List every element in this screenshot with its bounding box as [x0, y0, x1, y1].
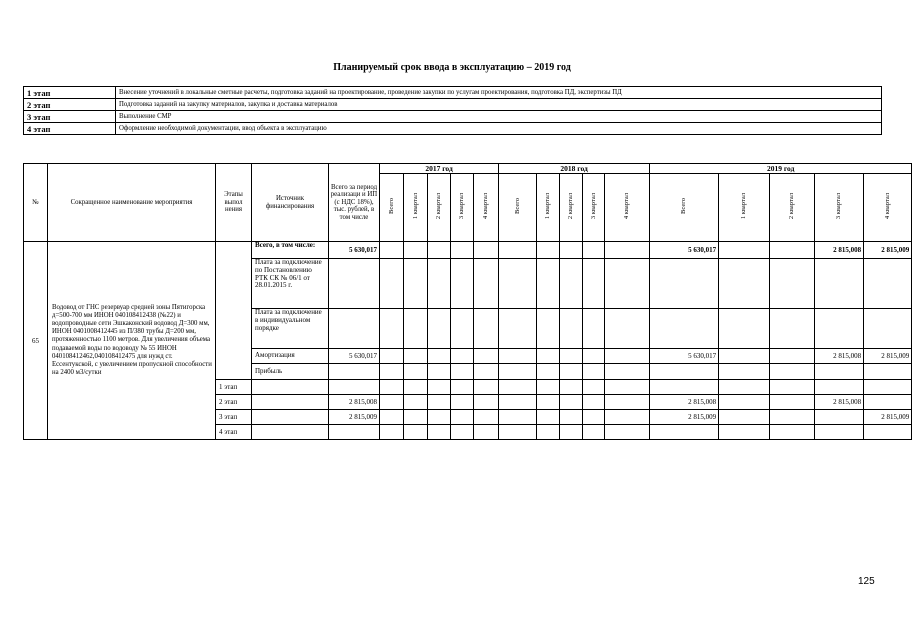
empty-cell — [451, 425, 474, 440]
value-cell-2019 — [650, 309, 719, 349]
finance-source: Плата за подключение в индивидуальном порядке — [252, 309, 329, 349]
empty-cell — [583, 410, 605, 425]
value-cell-2019: 2 815,008 — [815, 395, 864, 410]
finance-source-empty — [252, 425, 329, 440]
value-cell-2019 — [719, 395, 770, 410]
quarter-header-label: 3 квартал — [458, 193, 466, 220]
quarter-header — [864, 174, 912, 242]
empty-cell — [428, 242, 451, 259]
value-cell-2019: 5 630,017 — [650, 242, 719, 259]
value-cell-2019 — [864, 395, 912, 410]
empty-cell — [404, 364, 428, 380]
empty-cell — [380, 259, 404, 309]
empty-cell — [537, 425, 560, 440]
empty-cell — [605, 309, 650, 349]
quarter-header-label: 4 квартал — [482, 193, 490, 220]
quarter-header — [719, 174, 770, 242]
total-cell — [329, 380, 380, 395]
empty-cell — [499, 364, 537, 380]
empty-cell — [583, 349, 605, 364]
value-cell-2019 — [719, 364, 770, 380]
empty-cell — [404, 309, 428, 349]
value-cell-2019 — [864, 309, 912, 349]
finance-source-empty — [252, 380, 329, 395]
empty-cell — [605, 259, 650, 309]
empty-cell — [583, 425, 605, 440]
empty-cell — [499, 259, 537, 309]
value-cell-2019 — [815, 380, 864, 395]
stage-label: 4 этап — [216, 425, 252, 440]
total-cell: 2 815,008 — [329, 395, 380, 410]
empty-cell — [404, 425, 428, 440]
quarter-header — [583, 174, 605, 242]
value-cell-2019 — [719, 380, 770, 395]
total-cell — [329, 259, 380, 309]
quarter-header-label: 3 квартал — [589, 193, 597, 220]
value-cell-2019 — [815, 410, 864, 425]
page-title: Планируемый срок ввода в эксплуатацию – 2019 год — [333, 62, 571, 73]
value-cell-2019 — [719, 425, 770, 440]
quarter-header — [474, 174, 499, 242]
quarter-header-label: 1 квартал — [544, 193, 552, 220]
value-cell-2019: 2 815,009 — [864, 242, 912, 259]
empty-cell — [380, 349, 404, 364]
value-cell-2019 — [719, 259, 770, 309]
value-cell-2019 — [650, 364, 719, 380]
page-number: 125 — [858, 576, 875, 587]
value-cell-2019 — [770, 380, 815, 395]
col-header-source: Источник финансирования — [252, 164, 329, 242]
stage-legend-row — [24, 111, 882, 123]
stage-label: 3 этап — [216, 410, 252, 425]
stage-label: 1 этап — [216, 380, 252, 395]
empty-cell — [428, 364, 451, 380]
investment-schedule-table — [23, 163, 912, 440]
stage-label: 4 этап — [24, 123, 116, 135]
empty-cell — [583, 242, 605, 259]
stage-description: Выполнение СМР — [116, 111, 882, 123]
value-cell-2019: 2 815,009 — [864, 349, 912, 364]
stage-legend-row — [24, 123, 882, 135]
quarter-header-label: 2 квартал — [435, 193, 443, 220]
value-cell-2019: 2 815,008 — [815, 242, 864, 259]
stage-label: 2 этап — [216, 395, 252, 410]
empty-cell — [428, 309, 451, 349]
value-cell-2019 — [770, 349, 815, 364]
empty-cell — [380, 242, 404, 259]
value-cell-2019: 2 815,009 — [864, 410, 912, 425]
quarter-header-label: Всего — [513, 198, 521, 215]
quarter-header — [650, 174, 719, 242]
quarter-header — [605, 174, 650, 242]
quarter-header-label: Всего — [387, 198, 395, 215]
quarter-header-label: 2 квартал — [788, 193, 796, 220]
value-cell-2019 — [650, 380, 719, 395]
value-cell-2019 — [770, 395, 815, 410]
value-cell-2019 — [770, 259, 815, 309]
stage-description: Оформление необходимой документации, ввод объекта в эксплуатацию — [116, 123, 882, 135]
value-cell-2019 — [815, 364, 864, 380]
empty-cell — [605, 425, 650, 440]
total-cell: 2 815,009 — [329, 410, 380, 425]
value-cell-2019 — [864, 425, 912, 440]
empty-cell — [537, 395, 560, 410]
empty-cell — [499, 309, 537, 349]
value-cell-2019 — [719, 410, 770, 425]
quarter-header — [770, 174, 815, 242]
col-header-no: № — [24, 164, 48, 242]
empty-cell — [537, 259, 560, 309]
value-cell-2019 — [770, 242, 815, 259]
empty-cell — [560, 380, 583, 395]
stage-legend-row — [24, 99, 882, 111]
value-cell-2019 — [864, 259, 912, 309]
value-cell-2019 — [719, 349, 770, 364]
empty-cell — [499, 380, 537, 395]
finance-source: Плата за подключение по Постановлению РТК СК № 06/1 от 28.01.2015 г. — [252, 259, 329, 309]
empty-cell — [404, 242, 428, 259]
empty-cell — [560, 425, 583, 440]
quarter-header — [451, 174, 474, 242]
empty-cell — [474, 364, 499, 380]
empty-cell — [537, 349, 560, 364]
finance-source: Всего, в том числе: — [252, 242, 329, 259]
empty-cell — [428, 395, 451, 410]
stage-label: 2 этап — [24, 99, 116, 111]
empty-cell — [605, 364, 650, 380]
empty-cell — [428, 349, 451, 364]
total-cell — [329, 425, 380, 440]
empty-cell — [451, 242, 474, 259]
value-cell-2019 — [864, 380, 912, 395]
quarter-header — [404, 174, 428, 242]
stages-legend-table — [23, 86, 882, 135]
col-header-name: Сокращенное наименование мероприятия — [48, 164, 216, 242]
empty-cell — [605, 395, 650, 410]
col-header-stages: Этапы выпол нения — [216, 164, 252, 242]
finance-source-empty — [252, 395, 329, 410]
empty-cell — [605, 410, 650, 425]
col-header-total: Всего за период реализаци и ИП (с НДС 18%), тыс. рублей, в том числе — [329, 164, 380, 242]
empty-cell — [583, 380, 605, 395]
value-cell-2019: 2 815,008 — [815, 349, 864, 364]
empty-cell — [428, 425, 451, 440]
empty-cell — [380, 395, 404, 410]
value-cell-2019 — [719, 309, 770, 349]
quarter-header-label: 1 квартал — [411, 193, 419, 220]
empty-cell — [451, 410, 474, 425]
empty-cell — [428, 380, 451, 395]
empty-cell — [474, 349, 499, 364]
empty-cell — [474, 309, 499, 349]
total-cell — [329, 364, 380, 380]
empty-cell — [499, 242, 537, 259]
empty-cell — [380, 380, 404, 395]
empty-cell — [560, 349, 583, 364]
quarter-header — [560, 174, 583, 242]
row-number: 65 — [24, 242, 48, 440]
finance-source-empty — [252, 410, 329, 425]
empty-cell — [537, 380, 560, 395]
year-header-2018: 2018 год — [499, 164, 650, 174]
value-cell-2019: 2 815,008 — [650, 395, 719, 410]
empty-cell — [537, 309, 560, 349]
empty-cell — [474, 242, 499, 259]
measure-name: Водовод от ГНС резервуар средней зоны Пятигорска д=500-700 мм ИНОН 040108412438 (№22) и водопроводные сети Эшкаконский водовод Д=300 мм, ИНОН 0401008412445 из П/380 трубы Д=200 мм, протяженностью 1100 метров. Для увеличения объема подаваемой воды по водоводу № 55 ИНОН 040108412462,040108412475 для нужд ст. Ессентукской, с увеличением пропускной способности на 2400 м3/сутки — [48, 242, 216, 440]
empty-cell — [605, 349, 650, 364]
value-cell-2019: 2 815,009 — [650, 410, 719, 425]
empty-cell — [451, 349, 474, 364]
value-cell-2019 — [770, 309, 815, 349]
empty-cell — [380, 425, 404, 440]
empty-cell — [474, 395, 499, 410]
empty-cell — [451, 364, 474, 380]
empty-cell — [474, 425, 499, 440]
value-cell-2019 — [815, 425, 864, 440]
empty-cell — [380, 309, 404, 349]
value-cell-2019 — [864, 364, 912, 380]
empty-cell — [499, 410, 537, 425]
empty-cell — [560, 242, 583, 259]
quarter-header — [537, 174, 560, 242]
year-header-2019: 2019 год — [650, 164, 912, 174]
empty-cell — [499, 395, 537, 410]
value-cell-2019 — [650, 425, 719, 440]
total-cell: 5 630,017 — [329, 242, 380, 259]
empty-cell — [560, 259, 583, 309]
empty-cell — [474, 410, 499, 425]
quarter-header-label: 1 квартал — [740, 193, 748, 220]
quarter-header — [380, 174, 404, 242]
quarter-header-label: 3 квартал — [835, 193, 843, 220]
finance-source: Прибыль — [252, 364, 329, 380]
stage-label: 1 этап — [24, 87, 116, 99]
value-cell-2019: 5 630,017 — [650, 349, 719, 364]
empty-cell — [583, 395, 605, 410]
value-cell-2019 — [770, 410, 815, 425]
source-row — [24, 242, 912, 259]
empty-cell — [560, 410, 583, 425]
quarter-header — [428, 174, 451, 242]
value-cell-2019 — [770, 425, 815, 440]
empty-cell — [451, 309, 474, 349]
stage-cell-empty — [216, 242, 252, 380]
quarter-header-label: Всего — [680, 198, 688, 215]
value-cell-2019 — [815, 259, 864, 309]
empty-cell — [499, 349, 537, 364]
quarter-header-label: 4 квартал — [883, 193, 891, 220]
empty-cell — [537, 242, 560, 259]
value-cell-2019 — [719, 242, 770, 259]
quarter-header — [815, 174, 864, 242]
empty-cell — [499, 425, 537, 440]
value-cell-2019 — [815, 309, 864, 349]
stage-description: Внесение уточнений в локальные сметные расчеты, подготовка заданий на проектирование, проведение закупки по услугам проектирования, подготовка ПД, экспертизы ПД — [116, 87, 882, 99]
finance-source: Амортизация — [252, 349, 329, 364]
empty-cell — [404, 380, 428, 395]
total-cell: 5 630,017 — [329, 349, 380, 364]
empty-cell — [474, 259, 499, 309]
empty-cell — [560, 364, 583, 380]
stage-label: 3 этап — [24, 111, 116, 123]
empty-cell — [404, 410, 428, 425]
empty-cell — [451, 259, 474, 309]
empty-cell — [428, 410, 451, 425]
empty-cell — [380, 364, 404, 380]
empty-cell — [428, 259, 451, 309]
empty-cell — [583, 309, 605, 349]
empty-cell — [583, 259, 605, 309]
stage-description: Подготовка заданий на закупку материалов, закупка и доставка материалов — [116, 99, 882, 111]
empty-cell — [451, 380, 474, 395]
year-header-2017: 2017 год — [380, 164, 499, 174]
empty-cell — [537, 364, 560, 380]
empty-cell — [451, 395, 474, 410]
empty-cell — [605, 380, 650, 395]
empty-cell — [474, 380, 499, 395]
empty-cell — [560, 309, 583, 349]
empty-cell — [404, 395, 428, 410]
empty-cell — [605, 242, 650, 259]
empty-cell — [380, 410, 404, 425]
empty-cell — [583, 364, 605, 380]
total-cell — [329, 309, 380, 349]
stage-legend-row — [24, 87, 882, 99]
quarter-header-label: 4 квартал — [623, 193, 631, 220]
value-cell-2019 — [770, 364, 815, 380]
quarter-header-label: 2 квартал — [567, 193, 575, 220]
empty-cell — [404, 349, 428, 364]
value-cell-2019 — [650, 259, 719, 309]
empty-cell — [537, 410, 560, 425]
empty-cell — [560, 395, 583, 410]
quarter-header — [499, 174, 537, 242]
empty-cell — [404, 259, 428, 309]
